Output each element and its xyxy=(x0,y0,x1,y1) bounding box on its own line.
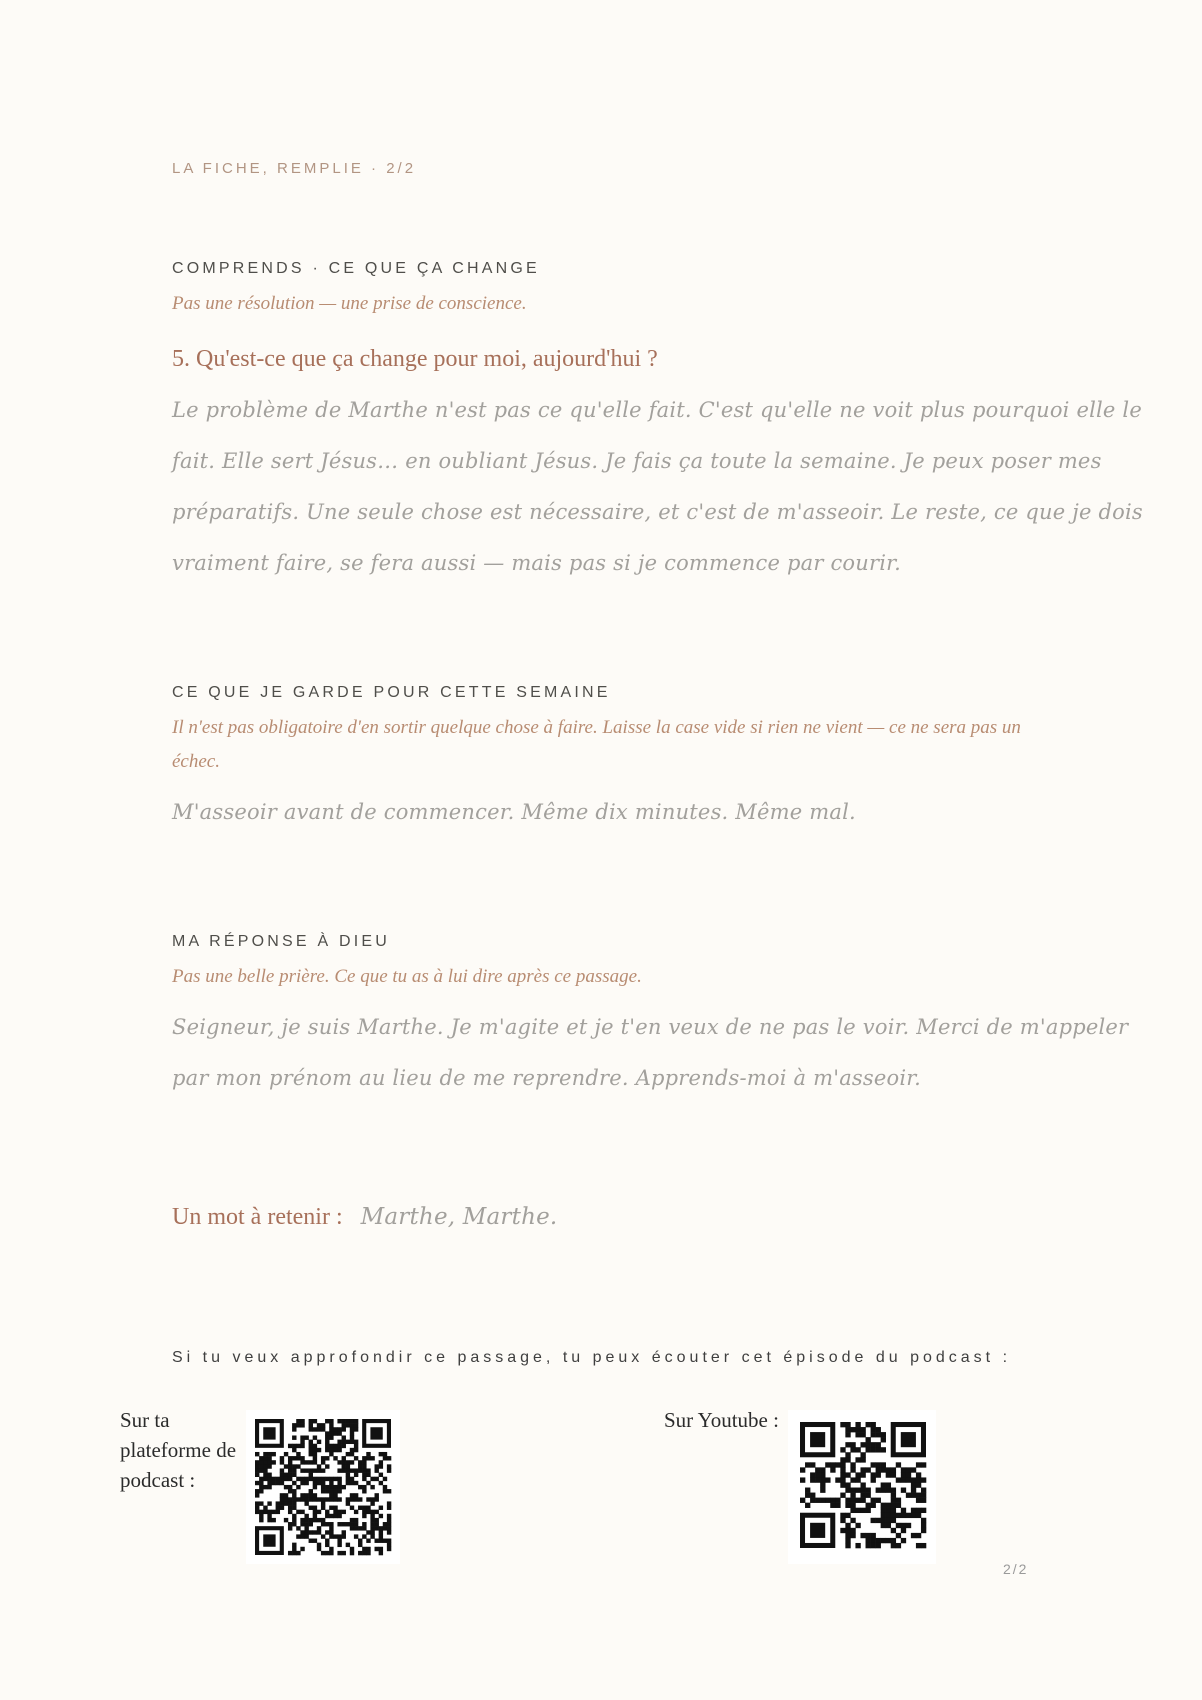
hint-line: Il n'est pas obligatoire d'en sortir quelque chose à faire. Laisse la case vide si rien ne vient — ce ne sera pas un xyxy=(172,717,1021,738)
answer-line: vraiment faire, se fera aussi — mais pas si je commence par courir. xyxy=(172,551,901,575)
section-hint-reponse: Pas une belle prière. Ce que tu as à lui dire après ce passage. xyxy=(172,966,642,987)
qr-code-icon xyxy=(246,1410,400,1564)
retain-row xyxy=(172,1204,557,1231)
youtube-label: Sur Youtube : xyxy=(664,1408,779,1432)
platform-label-line: plateforme de xyxy=(120,1438,237,1462)
hint-line: échec. xyxy=(172,751,220,772)
answer-line: par mon prénom au lieu de me reprendre. Apprends-moi à m'asseoir. xyxy=(172,1066,922,1090)
retain-label: Un mot à retenir : xyxy=(172,1204,343,1230)
question-5: 5. Qu'est-ce que ça change pour moi, aujourd'hui ? xyxy=(172,346,658,372)
page-number: 2/2 xyxy=(1003,1561,1029,1577)
platform-label-line: podcast : xyxy=(120,1468,196,1492)
section-title-comprends: COMPRENDS · CE QUE ÇA CHANGE xyxy=(172,260,540,277)
page-eyebrow: LA FICHE, REMPLIE · 2/2 xyxy=(172,160,417,177)
platform-label xyxy=(120,1405,236,1495)
section-title-garde: CE QUE JE GARDE POUR CETTE SEMAINE xyxy=(172,684,611,701)
retain-value: Marthe, Marthe. xyxy=(360,1204,558,1230)
youtube-qr-code[interactable] xyxy=(788,1410,936,1564)
platform-label-line: Sur ta xyxy=(120,1408,170,1432)
section-hint-comprends: Pas une résolution — une prise de conscience. xyxy=(172,293,527,314)
qr-code-icon xyxy=(788,1410,936,1564)
section-hint-garde xyxy=(172,711,1052,779)
section-title-reponse: MA RÉPONSE À DIEU xyxy=(172,933,390,950)
answer-line: fait. Elle sert Jésus… en oubliant Jésus. Je fais ça toute la semaine. Je peux poser mes xyxy=(172,449,1102,473)
answer-reponse xyxy=(172,1002,1129,1104)
answer-garde: M'asseoir avant de commencer. Même dix minutes. Même mal. xyxy=(172,800,856,824)
answer-line: Seigneur, je suis Marthe. Je m'agite et je t'en veux de ne pas le voir. Merci de m'appeler xyxy=(172,1015,1129,1039)
podcast-intro: Si tu veux approfondir ce passage, tu peux écouter cet épisode du podcast : xyxy=(172,1349,1012,1366)
answer-line: préparatifs. Une seule chose est nécessaire, et c'est de m'asseoir. Le reste, ce que je dois xyxy=(172,500,1143,524)
podcast-platform-qr-code[interactable] xyxy=(246,1410,400,1564)
answer-comprends xyxy=(172,385,1143,589)
answer-line: Le problème de Marthe n'est pas ce qu'elle fait. C'est qu'elle ne voit plus pourquoi elle le xyxy=(172,398,1142,422)
